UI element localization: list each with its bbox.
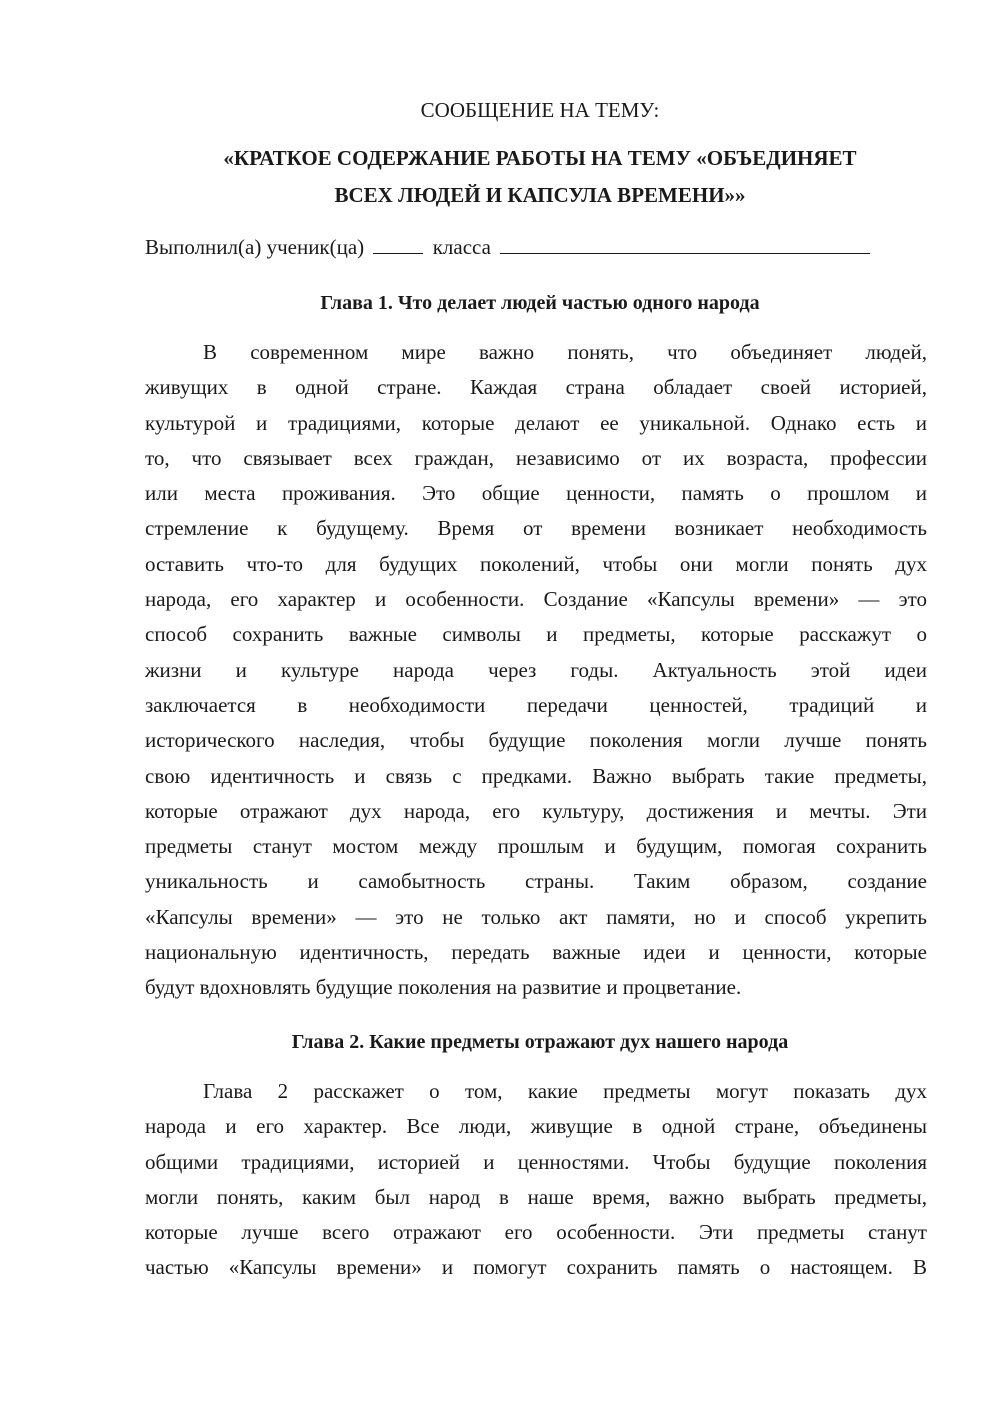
chapter-1-heading: Глава 1. Что делает людей частью одного народа: [320, 292, 760, 314]
paragraph-line: будут вдохновлять будущие поколения на развитие и процветание.: [145, 975, 742, 1000]
paragraph-line: заключается в необходимости передачи ценностей, традиций и: [145, 692, 927, 717]
paragraph-line: общими традициями, историей и ценностями. Чтобы будущие поколения: [145, 1149, 927, 1174]
paragraph-line: частью «Капсулы времени» и помогут сохранить память о настоящем. В: [145, 1255, 927, 1280]
paragraph-line: то, что связывает всех граждан, независимо от их возраста, профессии: [145, 445, 927, 470]
paragraph-line: могли понять, каким был народ в наше время, важно выбрать предметы,: [145, 1184, 927, 1209]
paragraph-line: или места проживания. Это общие ценности, память о прошлом и: [145, 481, 927, 506]
name-blank: [500, 231, 870, 254]
paragraph-line: Глава 2 расскажет о том, какие предметы могут показать дух: [203, 1079, 927, 1103]
paragraph-line: национальную идентичность, передать важные идеи и ценности, которые: [145, 940, 927, 965]
paragraph-line: культурой и традициями, которые делают ее уникальной. Однако есть и: [145, 410, 927, 435]
author-label: Выполнил(а) ученик(ца): [145, 235, 365, 259]
chapter-2-heading: Глава 2. Какие предметы отражают дух нашего народа: [291, 1031, 789, 1053]
paragraph-line: предметы станут мостом между прошлым и будущим, помогая сохранить: [145, 834, 927, 859]
paragraph-line: живущих в одной стране. Каждая страна обладает своей историей,: [145, 375, 927, 400]
document-title: [100, 140, 980, 214]
paragraph-line: исторического наследия, чтобы будущие поколения могли лучше понять: [145, 728, 927, 753]
document-type-label: СООБЩЕНИЕ НА ТЕМУ:: [420, 98, 660, 122]
paragraph-line: В современном мире важно понять, что объединяет людей,: [203, 340, 927, 364]
paragraph-line: стремление к будущему. Время от времени возникает необходимость: [145, 516, 927, 541]
paragraph-line: способ сохранить важные символы и предметы, которые расскажут о: [145, 622, 927, 647]
chapter-1-paragraph: [145, 335, 927, 1006]
paragraph-line: жизни и культуре народа через годы. Актуальность этой идеи: [145, 657, 927, 682]
paragraph-line: оставить что-то для будущих поколений, чтобы они могли понять дух: [145, 551, 927, 576]
paragraph-line: свою идентичность и связь с предками. Важно выбрать такие предметы,: [145, 763, 927, 788]
title-line-1: «КРАТКОЕ СОДЕРЖАНИЕ РАБОТЫ НА ТЕМУ «ОБЪЕДИНЯЕТ: [223, 146, 857, 170]
paragraph-line: уникальность и самобытность страны. Таким образом, создание: [145, 869, 927, 894]
author-line: [145, 230, 870, 264]
paragraph-line: «Капсулы времени» — это не только акт памяти, но и способ укрепить: [145, 904, 927, 929]
paragraph-line: народа и его характер. Все люди, живущие в одной стране, объединены: [145, 1114, 927, 1139]
grade-blank: [373, 231, 423, 254]
class-label: класса: [432, 235, 491, 259]
paragraph-line: которые отражают дух народа, его культуру, достижения и мечты. Эти: [145, 798, 927, 823]
chapter-2-paragraph: [145, 1074, 927, 1286]
paragraph-line: которые лучше всего отражают его особенности. Эти предметы станут: [145, 1220, 927, 1245]
title-line-2: ВСЕХ ЛЮДЕЙ И КАПСУЛА ВРЕМЕНИ»»: [334, 183, 746, 207]
paragraph-line: народа, его характер и особенности. Создание «Капсулы времени» — это: [145, 587, 927, 612]
